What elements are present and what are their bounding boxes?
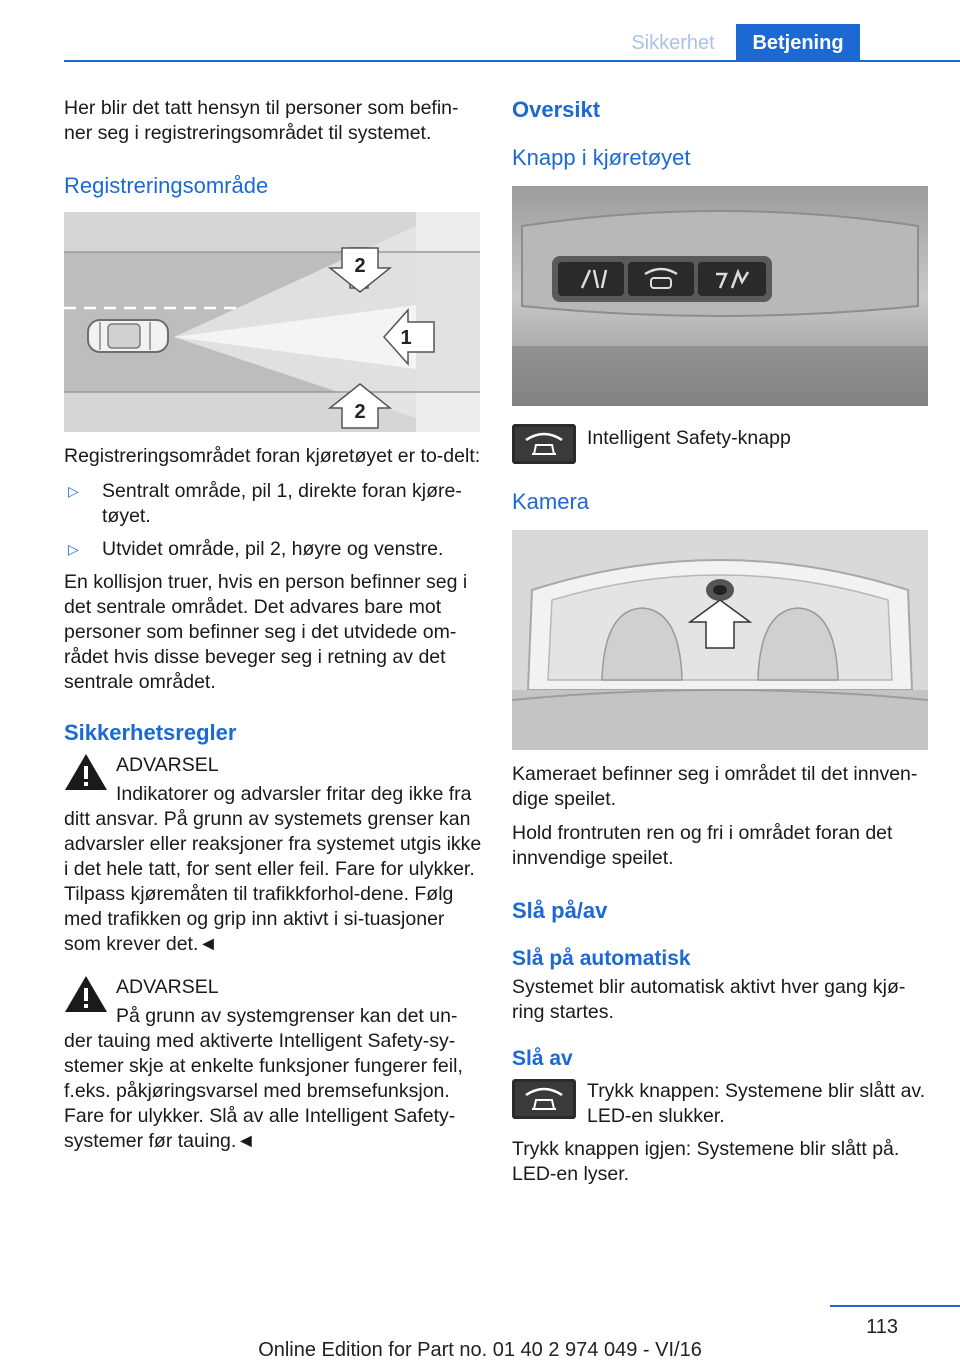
bullet-item (64, 479, 482, 529)
heading-detection-area: Registreringsområde (64, 173, 269, 198)
car-icon (88, 320, 168, 352)
camera-paragraph-1: Kameraet befinner seg i området til det innven-dige speilet. (512, 763, 918, 810)
on-again-paragraph: Trykk knappen igjen: Systemene blir slått på. LED-en lyser. (512, 1138, 900, 1185)
button-panel-photo (512, 186, 928, 406)
warning-title: ADVARSEL (116, 754, 219, 776)
camera-icon (706, 579, 734, 601)
header-tab-section[interactable]: Sikkerhet (631, 32, 715, 54)
footer-rule (830, 1305, 960, 1307)
triangle-bullet-icon: ▷ (68, 541, 79, 557)
intro-paragraph: Her blir det tatt hensyn til personer som befin-ner seg i registreringsområdet til systemet. (64, 97, 459, 144)
warning-triangle-icon (64, 753, 108, 791)
triangle-bullet-icon: ▷ (68, 483, 79, 499)
detection-area-diagram (64, 212, 480, 432)
warning-first-line: På grunn av systemgrenser kan det un- (116, 1005, 458, 1027)
camera-photo (512, 530, 928, 750)
lane-button (558, 262, 624, 296)
intelligent-safety-button-icon (512, 424, 576, 464)
heading-safety-rules: Sikkerhetsregler (64, 720, 237, 745)
left-column (64, 96, 482, 1154)
bullet-text: Utvidet område, pil 2, høyre og venstre. (102, 538, 444, 560)
intelligent-safety-button-caption (512, 424, 928, 464)
heading-camera: Kamera (512, 489, 590, 514)
arrow-label-bottom: 2 (354, 401, 366, 423)
off-paragraph: Trykk knappen: Systemene blir slått av. LED-en slukker. (587, 1080, 926, 1127)
area-paragraph: Registreringsområdet foran kjøretøyet er to-delt: (64, 445, 481, 467)
off-instruction (512, 1079, 928, 1129)
auto-paragraph: Systemet blir automatisk aktivt hver gang kjø-ring startes. (512, 976, 906, 1023)
bullet-text: Sentralt område, pil 1, direkte foran kjøre-tøyet. (102, 480, 462, 527)
intelligent-safety-button (628, 262, 694, 296)
heading-overview: Oversikt (512, 97, 601, 122)
button-caption: Intelligent Safety-knapp (587, 427, 791, 449)
header-tab-chapter[interactable]: Betjening (736, 24, 860, 62)
warning-body: der tauing med aktiverte Intelligent Safety-sy-stemer skje at enkelte funksjoner fungerer feil, f.eks. påkjøringsvarsel med bremsefunksjon. Fare for ulykker. Slå av alle Intelligent Safety-systemer før tauing.◄ (64, 1030, 463, 1152)
warning-block (64, 753, 482, 957)
edition-line: Online Edition for Part no. 01 40 2 974 049 - VI/16 (258, 1339, 702, 1361)
warning-body: ditt ansvar. På grunn av systemets grenser kan advarsler eller reaksjoner fra systemet utgis ikke i det hele tatt, for sent eller feil. Fare for ulykker. Tilpass kjøremåten til trafikkforhol-dene. Følg med trafikken og grip inn aktivt i si-tuasjoner som krever det.◄ (64, 808, 482, 955)
warning-title: ADVARSEL (116, 976, 219, 998)
warning-triangle-icon (64, 975, 108, 1013)
camera-paragraph-2: Hold frontruten ren og fri i området foran det innvendige speilet. (512, 822, 893, 869)
heading-off: Slå av (512, 1047, 573, 1070)
speed-limit-button (698, 262, 766, 296)
heading-on-off: Slå på/av (512, 898, 608, 923)
collision-paragraph: En kollisjon truer, hvis en person befinner seg i det sentrale området. Det advares bare mot personer som befinner seg i det utvidede om-rådet hvis disse beveger seg i retning av det sentrale området. (64, 571, 468, 693)
arrow-label-top: 2 (354, 255, 366, 277)
warning-block (64, 975, 482, 1154)
bullet-item (64, 537, 482, 562)
heading-auto-on: Slå på automatisk (512, 947, 691, 970)
header-rule (64, 60, 960, 62)
heading-button-in-vehicle: Knapp i kjøretøyet (512, 145, 691, 170)
page-number: 113 (866, 1316, 898, 1338)
right-column (512, 96, 928, 1187)
intelligent-safety-button-icon (512, 1079, 576, 1119)
warning-first-line: Indikatorer og advarsler fritar deg ikke fra (116, 783, 472, 805)
arrow-label-center: 1 (400, 327, 412, 349)
